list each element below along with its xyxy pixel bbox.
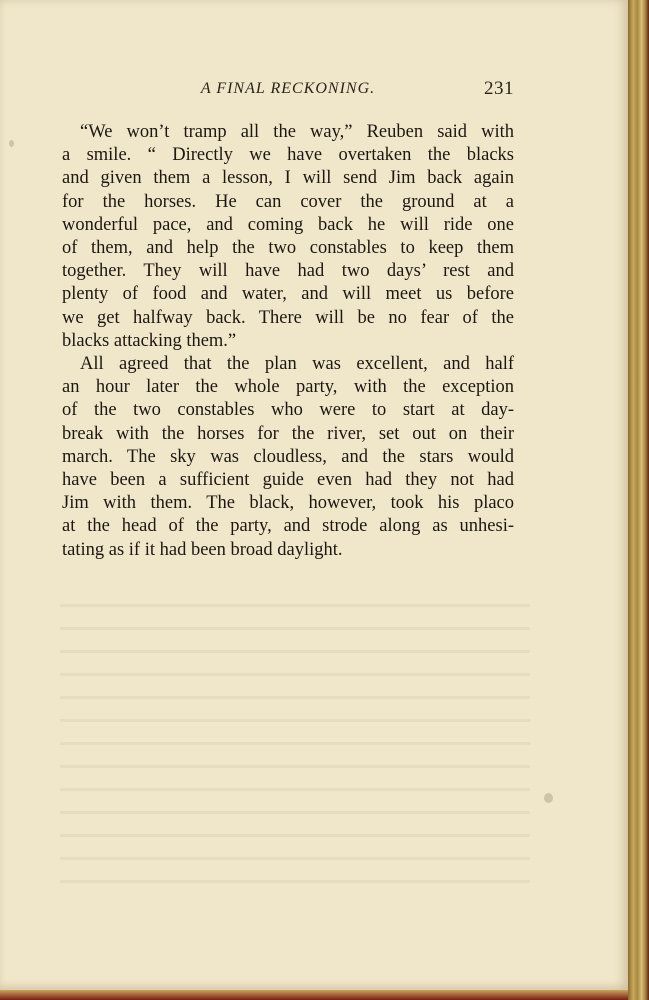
chapter-title: A FINAL RECKONING.	[200, 80, 376, 97]
paragraph	[62, 353, 514, 562]
text-line: wonderful pace, and coming back he will ride one	[62, 214, 514, 235]
text-line: at the head of the party, and strode along as unhesi-	[62, 516, 514, 537]
text-line: and given them a lesson, I will send Jim back again	[62, 168, 514, 189]
paper-speck	[9, 140, 14, 147]
page-bottom-edge	[0, 990, 628, 1000]
running-head	[60, 78, 516, 106]
page-number: 231	[484, 78, 514, 99]
text-line: break with the horses for the river, set out on their	[62, 423, 514, 444]
page-edge	[628, 0, 649, 1000]
text-line: a smile. “ Directly we have overtaken the blacks	[62, 145, 514, 166]
text-line: tating as if it had been broad daylight.	[62, 539, 343, 560]
text-line: plenty of food and water, and will meet us before	[62, 284, 514, 305]
text-line: march. The sky was cloudless, and the stars would	[62, 446, 514, 467]
text-line: “We won’t tramp all the way,” Reuben said with	[80, 122, 514, 142]
text-line: of them, and help the two constables to keep them	[62, 238, 514, 259]
text-line: Jim with them. The black, however, took his placo	[62, 493, 514, 514]
text-line: have been a sufficient guide even had they not had	[62, 470, 514, 491]
body-text	[62, 121, 514, 562]
paper-speck	[544, 793, 553, 803]
text-line: we get halfway back. There will be no fear of the	[62, 307, 514, 328]
text-line: an hour later the whole party, with the exception	[62, 377, 514, 398]
text-line: for the horses. He can cover the ground at a	[62, 191, 514, 212]
paragraph	[62, 121, 514, 353]
text-line: All agreed that the plan was excellent, and half	[80, 354, 514, 375]
show-through-texture	[60, 590, 530, 890]
text-line: together. They will have had two days’ rest and	[62, 261, 514, 282]
text-line: of the two constables who were to start at day-	[62, 400, 514, 421]
text-line: blacks attacking them.”	[62, 330, 237, 351]
